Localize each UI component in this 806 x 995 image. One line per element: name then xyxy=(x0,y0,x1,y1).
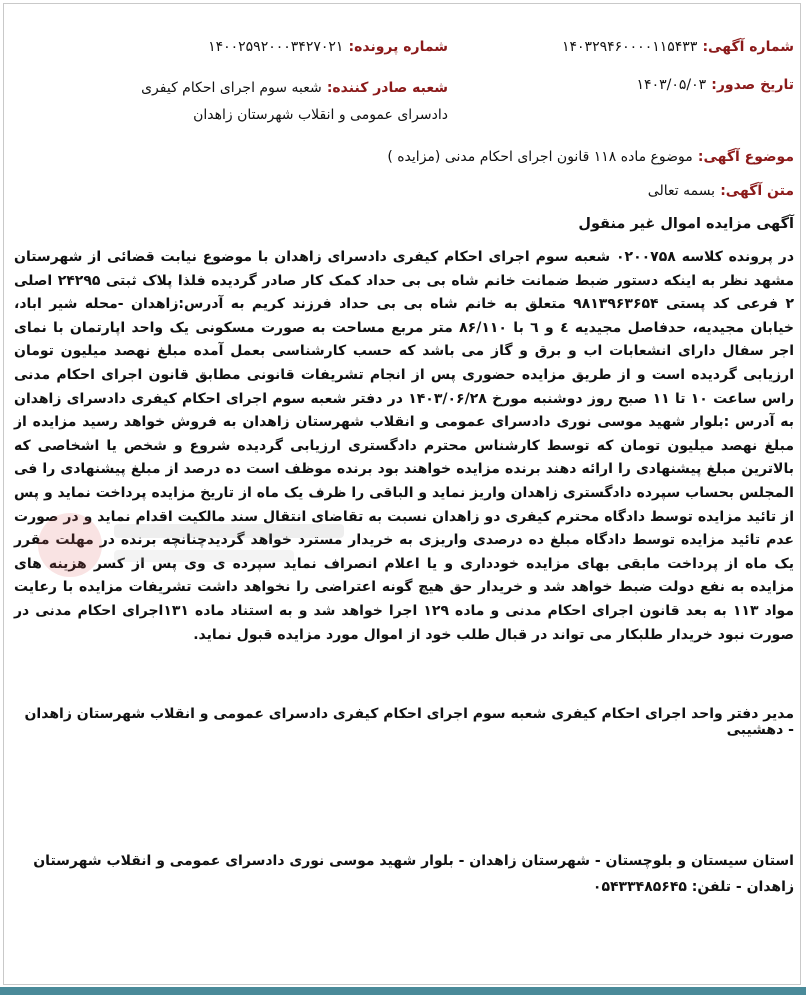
ad-text-row xyxy=(648,180,794,199)
issue-date-label: تاریخ صدور: xyxy=(711,77,794,93)
case-number-value: ۱۴۰۰۲۵۹۲۰۰۰۳۴۲۷۰۲۱ xyxy=(208,39,344,55)
issuer-value: شعبه سوم اجرای احکام کیفری دادسرای عمومی و انقلاب شهرستان زاهدان xyxy=(141,80,448,123)
issuer-label: شعبه صادر کننده: xyxy=(326,80,448,96)
ad-number-value: ۱۴۰۳۲۹۴۶۰۰۰۰۱۱۵۴۳۳ xyxy=(561,39,698,55)
ad-text-value: بسمه تعالی xyxy=(647,183,716,199)
subject-row xyxy=(387,146,794,165)
ad-heading: آگهی مزایده اموال غیر منقول xyxy=(578,216,794,232)
issue-date-row xyxy=(637,74,794,93)
ad-number-label: شماره آگهی: xyxy=(702,39,794,55)
subject-value: موضوع ماده ۱۱۸ قانون اجرای احکام مدنی (مزایده ) xyxy=(387,149,693,165)
subject-label: موضوع آگهی: xyxy=(697,149,794,165)
ad-text-label: متن آگهی: xyxy=(720,183,794,199)
address: استان سیستان و بلوچستان - شهرستان زاهدان - بلوار شهید موسی نوری دادسرای عمومی و انقلاب شهرستان زاهدان - تلفن: ۰۵۴۳۳۴۸۵۶۴۵ xyxy=(33,853,794,895)
bottom-bar xyxy=(0,987,806,995)
ad-body: در پرونده کلاسه ۰۲۰۰۷۵۸ شعبه سوم اجرای احکام کیفری دادسرای زاهدان با موضوع نیابت قضائی از شهرستان مشهد نظر به اینکه دستور ضبط ضمانت خانم شاه بی بی حداد کمک کار صادر گردیده فلذا پلاک ثبتی ۲۴۲۹۵ اصلی ۲ فرعی کد پستی ۹۸۱۳۹۶۳۶۵۴ متعلق به خانم شاه بی بی حداد فرزند کریم به آدرس:زاهدان -محله شیر اباد، خیابان مجیدیه، حدفاصل مجیدیه ٤ و ٦ با ۸۶/۱۱۰ متر مربع مساحت به صورت مسکونی یک واحد اپارتمان با نمای اجر سفال دارای انشعابات اب و برق و گاز می باشد که حسب کارشناسی بعمل آمده مبلغ نهصد میلیون تومان ارزیابی گردیده است و از طریق مزایده حضوری پس از انجام تشریفات قانونی مطابق قانون اجرای احکام مدنی راس ساعت ۱۰ تا ۱۱ صبح روز دوشنبه مورخ ۱۴۰۳/۰۶/۲۸ در دفتر شعبه سوم اجرای احکام کیفری دادسرای زاهدان به آدرس :بلوار شهید موسی نوری دادسرای عمومی و انقلاب شهرستان زاهدان به فروش خواهد رسید مزایده از مبلغ نهصد میلیون تومان که توسط کارشناس محترم دادگستری ارزیابی گردیده شروع و شخص یا اشخاصی که بالاترین مبلغ پیشنهادی را ارائه دهند برنده مزایده خواهند بود برنده موظف است ده درصد از مبلغ پیشنهادی را فی المجلس بحساب سپرده دادگستری زاهدان واریز نماید و الباقی را ظرف یک ماه از تاریخ مزایده پرداخت نماید و پس از تائید مزایده توسط دادگاه محترم کیفری دو زاهدان نسبت به تقاضای انتقال سند مالکیت اقدام نماید و در صورت عدم تائید مزایده توسط دادگاه مبلغ ده درصدی واریزی به خریدار مسترد خواهد گردیدچنانچه برنده در مهلت مقرر یک ماه از پرداخت مابقی بهای مزایده خودداری و یا اعلام انصراف نماید سپرده ی وی پس از کسر هزینه های مزایده به نفع دولت ضبط خواهد شد و خریدار حق هیچ گونه اعتراضی را نخواهد داشت تشریفات مزایده با رعایت مواد ۱۱۳ به بعد قانون اجرای احکام مدنی و ماده ۱۲۹ اجرا خواهد شد و به استناد ماده ۱۳۱اجرای احکام مدنی در صورت نبود خریدار طلبکار می تواند در قبال طلب خود از اموال مورد مزایده قبول نماید. xyxy=(14,249,794,643)
case-number-label: شماره پرونده: xyxy=(348,39,448,55)
signature: مدیر دفتر واحد اجرای احکام کیفری شعبه سوم اجرای احکام کیفری دادسرای عمومی و انقلاب شهرستان زاهدان - دهشیبی xyxy=(24,706,794,738)
case-number-row xyxy=(208,36,448,55)
ad-number-row xyxy=(562,36,794,55)
issue-date-value: ۱۴۰۳/۰۵/۰۳ xyxy=(636,77,707,93)
issuer-row xyxy=(138,74,448,128)
